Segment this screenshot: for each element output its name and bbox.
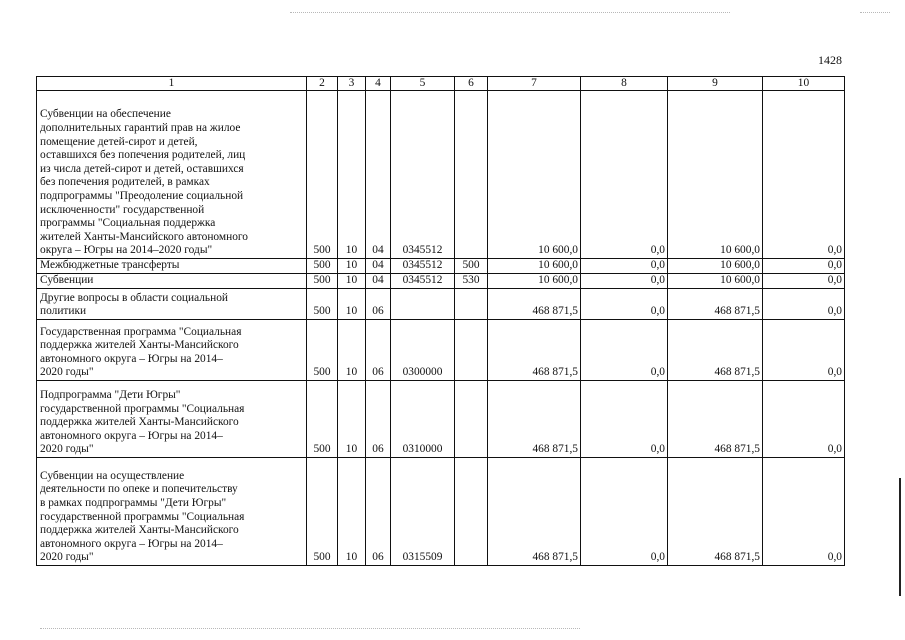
page-number: 1428: [818, 53, 842, 67]
cell-pr: 04: [366, 274, 391, 289]
cell-other: 0,0: [763, 274, 845, 289]
cell-regional: 468 871,5: [668, 289, 763, 320]
cell-regional: 10 600,0: [668, 259, 763, 274]
column-header: 7: [488, 77, 581, 91]
cell-ved: 500: [307, 274, 338, 289]
cell-federal: 0,0: [581, 259, 668, 274]
cell-pr: 06: [366, 458, 391, 566]
cell-regional: 468 871,5: [668, 458, 763, 566]
cell-other: 0,0: [763, 259, 845, 274]
cell-federal: 0,0: [581, 320, 668, 381]
cell-total: 468 871,5: [488, 458, 581, 566]
table-row: [37, 289, 845, 320]
cell-vr: [455, 91, 488, 259]
cell-total: 10 600,0: [488, 91, 581, 259]
cell-vr: [455, 458, 488, 566]
cell-vr: [455, 320, 488, 381]
row-name: Государственная программа "Социальная поддержка жителей Ханты-Мансийского автономного округа – Югры на 2014– 2020 годы": [37, 320, 307, 381]
cell-rz: 10: [338, 274, 366, 289]
cell-pr: 06: [366, 320, 391, 381]
cell-regional: 10 600,0: [668, 91, 763, 259]
cell-regional: 10 600,0: [668, 274, 763, 289]
cell-federal: 0,0: [581, 91, 668, 259]
cell-total: 10 600,0: [488, 259, 581, 274]
cell-vr: [455, 289, 488, 320]
row-name: Субвенции на осуществление деятельности по опеке и попечительству в рамках подпрограммы "Дети Югры" государственной программы "Социальная поддержка жителей Ханты-Мансийского автономного округа – Югры на 2014– 2020 годы": [37, 458, 307, 566]
table-row: [37, 259, 845, 274]
row-name: Субвенции: [37, 274, 307, 289]
cell-total: 468 871,5: [488, 381, 581, 458]
cell-rz: 10: [338, 458, 366, 566]
cell-csr: 0310000: [391, 381, 455, 458]
column-header: 8: [581, 77, 668, 91]
column-header: 6: [455, 77, 488, 91]
row-name: Межбюджетные трансферты: [37, 259, 307, 274]
cell-other: 0,0: [763, 381, 845, 458]
cell-total: 468 871,5: [488, 289, 581, 320]
cell-pr: 04: [366, 259, 391, 274]
cell-rz: 10: [338, 320, 366, 381]
scan-artifact-side-mark: [899, 478, 901, 596]
table-row: [37, 458, 845, 566]
scan-artifact-bottom: [40, 628, 580, 629]
row-name: Подпрограмма "Дети Югры" государственной программы "Социальная поддержка жителей Ханты-Мансийского автономного округа – Югры на 2014– 2020 годы": [37, 381, 307, 458]
cell-csr: 0345512: [391, 91, 455, 259]
cell-other: 0,0: [763, 289, 845, 320]
cell-regional: 468 871,5: [668, 381, 763, 458]
column-header: 2: [307, 77, 338, 91]
cell-federal: 0,0: [581, 458, 668, 566]
cell-federal: 0,0: [581, 289, 668, 320]
column-header: 3: [338, 77, 366, 91]
column-header: 1: [37, 77, 307, 91]
cell-total: 10 600,0: [488, 274, 581, 289]
cell-csr: 0345512: [391, 259, 455, 274]
table-row: [37, 91, 845, 259]
scan-artifact-top-right: [860, 12, 890, 13]
cell-ved: 500: [307, 458, 338, 566]
cell-ved: 500: [307, 91, 338, 259]
cell-regional: 468 871,5: [668, 320, 763, 381]
cell-rz: 10: [338, 259, 366, 274]
cell-pr: 06: [366, 289, 391, 320]
cell-ved: 500: [307, 289, 338, 320]
cell-csr: [391, 289, 455, 320]
cell-pr: 04: [366, 91, 391, 259]
scan-artifact-top: [290, 12, 730, 13]
table-row: [37, 381, 845, 458]
cell-rz: 10: [338, 381, 366, 458]
table-row: [37, 320, 845, 381]
cell-csr: 0300000: [391, 320, 455, 381]
column-header: 4: [366, 77, 391, 91]
cell-rz: 10: [338, 289, 366, 320]
cell-federal: 0,0: [581, 274, 668, 289]
cell-federal: 0,0: [581, 381, 668, 458]
cell-vr: 530: [455, 274, 488, 289]
cell-vr: 500: [455, 259, 488, 274]
budget-table: [36, 76, 845, 566]
cell-vr: [455, 381, 488, 458]
table-row: [37, 274, 845, 289]
cell-other: 0,0: [763, 320, 845, 381]
cell-rz: 10: [338, 91, 366, 259]
cell-ved: 500: [307, 259, 338, 274]
row-name: Другие вопросы в области социальной политики: [37, 289, 307, 320]
column-header: 5: [391, 77, 455, 91]
cell-pr: 06: [366, 381, 391, 458]
cell-csr: 0345512: [391, 274, 455, 289]
cell-other: 0,0: [763, 458, 845, 566]
cell-total: 468 871,5: [488, 320, 581, 381]
row-name: Субвенции на обеспечение дополнительных гарантий прав на жилое помещение детей-сирот и детей, оставшихся без попечения родителей, лиц из числа детей-сирот и детей, оставшихся без попечения родителей, в рамках подпрограммы "Преодоление социальной исключенности" государственной программы "Социальная поддержка жителей Ханты-Мансийского автономного округа – Югры на 2014–2020 годы": [37, 91, 307, 259]
cell-csr: 0315509: [391, 458, 455, 566]
cell-ved: 500: [307, 381, 338, 458]
cell-other: 0,0: [763, 91, 845, 259]
column-header: 9: [668, 77, 763, 91]
column-header: 10: [763, 77, 845, 91]
cell-ved: 500: [307, 320, 338, 381]
table-header-row: [37, 77, 845, 91]
